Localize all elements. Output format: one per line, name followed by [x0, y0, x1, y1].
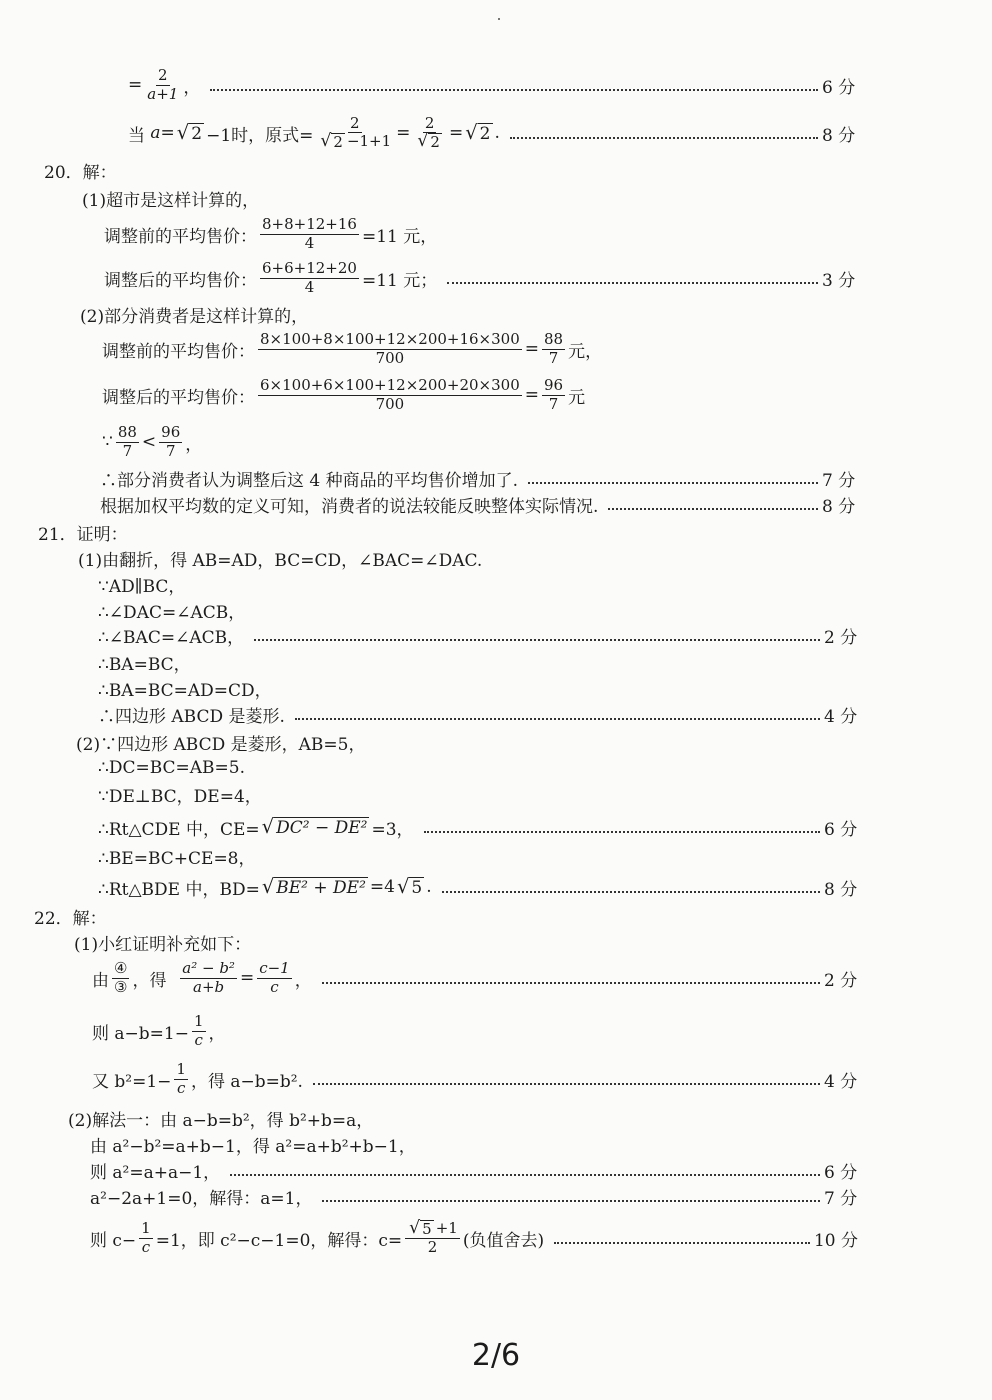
q22-line-2: 则 a−b=1− $\frac{1}{c}$ ， [92, 1012, 226, 1049]
fraction: $\frac{c-1}{c}$ [259, 959, 290, 996]
q21-line-4: ∴∠BAC=∠ACB， 2 分 [98, 623, 858, 647]
q21-line-2: ∵AD∥BC， [98, 576, 186, 597]
q21-line-13: ∴Rt△BDE 中，BD= √ BE² + DE² =4 √ 5 . 8 分 [98, 874, 858, 900]
q20-line-6: ∴部分消费者认为调整后这 4 种商品的平均售价增加了. 7 分 [100, 466, 856, 490]
fraction: 2 √ 2 −1+1 [320, 113, 392, 151]
q22-line-1: 由 $\frac{\text{④}}{\text{③}}$ ，得 $\frac{\text{a² − b²}}{a+b}$ = $\frac{c-1}{c}$ ， 2 分 [92, 959, 858, 996]
radical: √ 2 [465, 120, 491, 144]
q20-line-2: 调整后的平均售价： $\frac{6+6+12+20}{4}$ =11 元； 3 分 [104, 259, 856, 296]
scan-speck [498, 18, 500, 20]
q21-heading: 21．证明： [38, 524, 128, 545]
fraction: $\frac{1}{c}$ [141, 1219, 151, 1256]
score-label: 2 分 [824, 970, 858, 991]
score-label: 7 分 [824, 1188, 858, 1209]
q22-line-8: 则 c− $\frac{1}{c}$ =1，即 c²−c−1=0，解得：c= √ 5 +1 2 (负值舍去) 10 分 [90, 1217, 858, 1256]
fraction: $\frac{2}{a+1}$ [147, 66, 179, 103]
q22-part1: (1)小红证明补充如下： [74, 934, 252, 955]
q20-heading: 20．解： [44, 162, 117, 183]
radical: √ BE² + DE² [261, 874, 366, 898]
fraction: $\frac{96}{7}$ [161, 423, 181, 460]
q22-line-7: a²−2a+1=0，解得：a=1， 7 分 [90, 1184, 858, 1208]
q19-line-1: = $\frac{2}{a+1}$ ， 6 分 [128, 66, 856, 103]
q22-line-6: 则 a²=a+a−1， 6 分 [90, 1158, 858, 1182]
q21-line-1: (1)由翻折，得 AB=AD，BC=CD，∠BAC=∠DAC. [78, 550, 483, 571]
score-label: 8 分 [822, 496, 856, 517]
q20-line-7: 根据加权平均数的定义可知，消费者的说法较能反映整体实际情况. 8 分 [100, 492, 856, 516]
score-label: 8 分 [822, 125, 856, 146]
q20-line-1: 调整前的平均售价： $\frac{8+8+12+16}{4}$ =11 元， [104, 215, 438, 252]
fraction: $\frac{88}{7}$ [544, 330, 564, 367]
fraction: $\frac{96}{7}$ [544, 376, 564, 413]
fraction: $\frac{8\times 100+8\times 100+12\times 200+16\times 300}{700}$ [260, 330, 520, 367]
q22-line-3: 又 b²=1− $\frac{1}{c}$ ，得 a−b=b². 4 分 [92, 1060, 858, 1097]
q21-line-11: ∴Rt△CDE 中，CE= √ DC² − DE² =3， 6 分 [98, 814, 858, 840]
q20-line-5: ∵ $\frac{88}{7}$ < $\frac{96}{7}$ ， [102, 423, 203, 460]
fraction: √ 5 +1 2 [405, 1220, 460, 1257]
score-label: 4 分 [824, 706, 858, 727]
score-label: 6 分 [822, 77, 856, 98]
score-label: 6 分 [824, 1162, 858, 1183]
score-label: 6 分 [824, 819, 858, 840]
q22-line-4: (2)解法一：由 a−b=b²，得 b²+b=a， [68, 1110, 374, 1131]
q21-line-12: ∴BE=BC+CE=8， [98, 848, 256, 869]
fraction: $\frac{\text{④}}{\text{③}}$ [114, 959, 128, 996]
fraction: $\frac{1}{c}$ [176, 1060, 186, 1097]
q21-line-7: ∴四边形 ABCD 是菱形. 4 分 [98, 702, 858, 726]
fraction: $\frac{8+8+12+16}{4}$ [262, 215, 357, 252]
score-label: 10 分 [813, 1230, 858, 1251]
q20-part1: (1)超市是这样计算的， [82, 190, 260, 211]
fraction: $\frac{6\times 100+6\times 100+12\times 200+20\times 300}{700}$ [260, 376, 520, 413]
radical: √ 5 [396, 874, 423, 898]
score-label: 2 分 [824, 627, 858, 648]
score-label: 4 分 [824, 1071, 858, 1092]
fraction: $\frac{1}{c}$ [193, 1012, 204, 1049]
score-label: 3 分 [822, 270, 856, 291]
q20-line-3: 调整前的平均售价： $\frac{8\times 100+8\times 100+12\times 200+16\times 300}{700}$ = $\frac{88}{7}$ 元， [102, 330, 603, 367]
q22-line-5: 由 a²−b²=a+b−1，得 a²=a+b²+b−1， [90, 1136, 416, 1157]
q22-heading: 22．解： [34, 908, 107, 929]
q21-line-3: ∴∠DAC=∠ACB， [98, 602, 246, 623]
q20-line-4: 调整后的平均售价： $\frac{6\times 100+6\times 100+12\times 200+20\times 300}{700}$ = $\frac{96}{7}$ 元 [102, 376, 586, 413]
radical: √ DC² − DE² [261, 814, 368, 838]
q21-line-9: ∴DC=BC=AB=5. [98, 758, 245, 778]
eq-sign: = [128, 75, 143, 95]
fraction: 2 √ 2 [417, 113, 440, 151]
page-number: 2/6 [471, 1338, 521, 1373]
q21-line-6: ∴BA=BC=AD=CD， [98, 680, 272, 701]
q21-line-10: ∵DE⊥BC，DE=4， [98, 786, 262, 807]
radical: √ 2 [176, 120, 203, 144]
score-label: 8 分 [824, 879, 858, 900]
q21-line-5: ∴BA=BC， [98, 654, 191, 675]
q19-line-2: 当 a = √ 2 −1时，原式= 2 √ 2 −1+1 = 2 √ 2 = √ 2 . 8 分 [128, 113, 856, 151]
fraction: $\frac{6+6+12+20}{4}$ [262, 259, 357, 296]
fraction: $\frac{\text{a² − b²}}{a+b}$ [182, 959, 235, 996]
fraction: $\frac{88}{7}$ [117, 423, 137, 460]
q21-line-8: (2)∵四边形 ABCD 是菱形，AB=5， [76, 734, 366, 755]
q20-part2: (2)部分消费者是这样计算的， [80, 306, 309, 327]
score-label: 7 分 [822, 470, 856, 491]
